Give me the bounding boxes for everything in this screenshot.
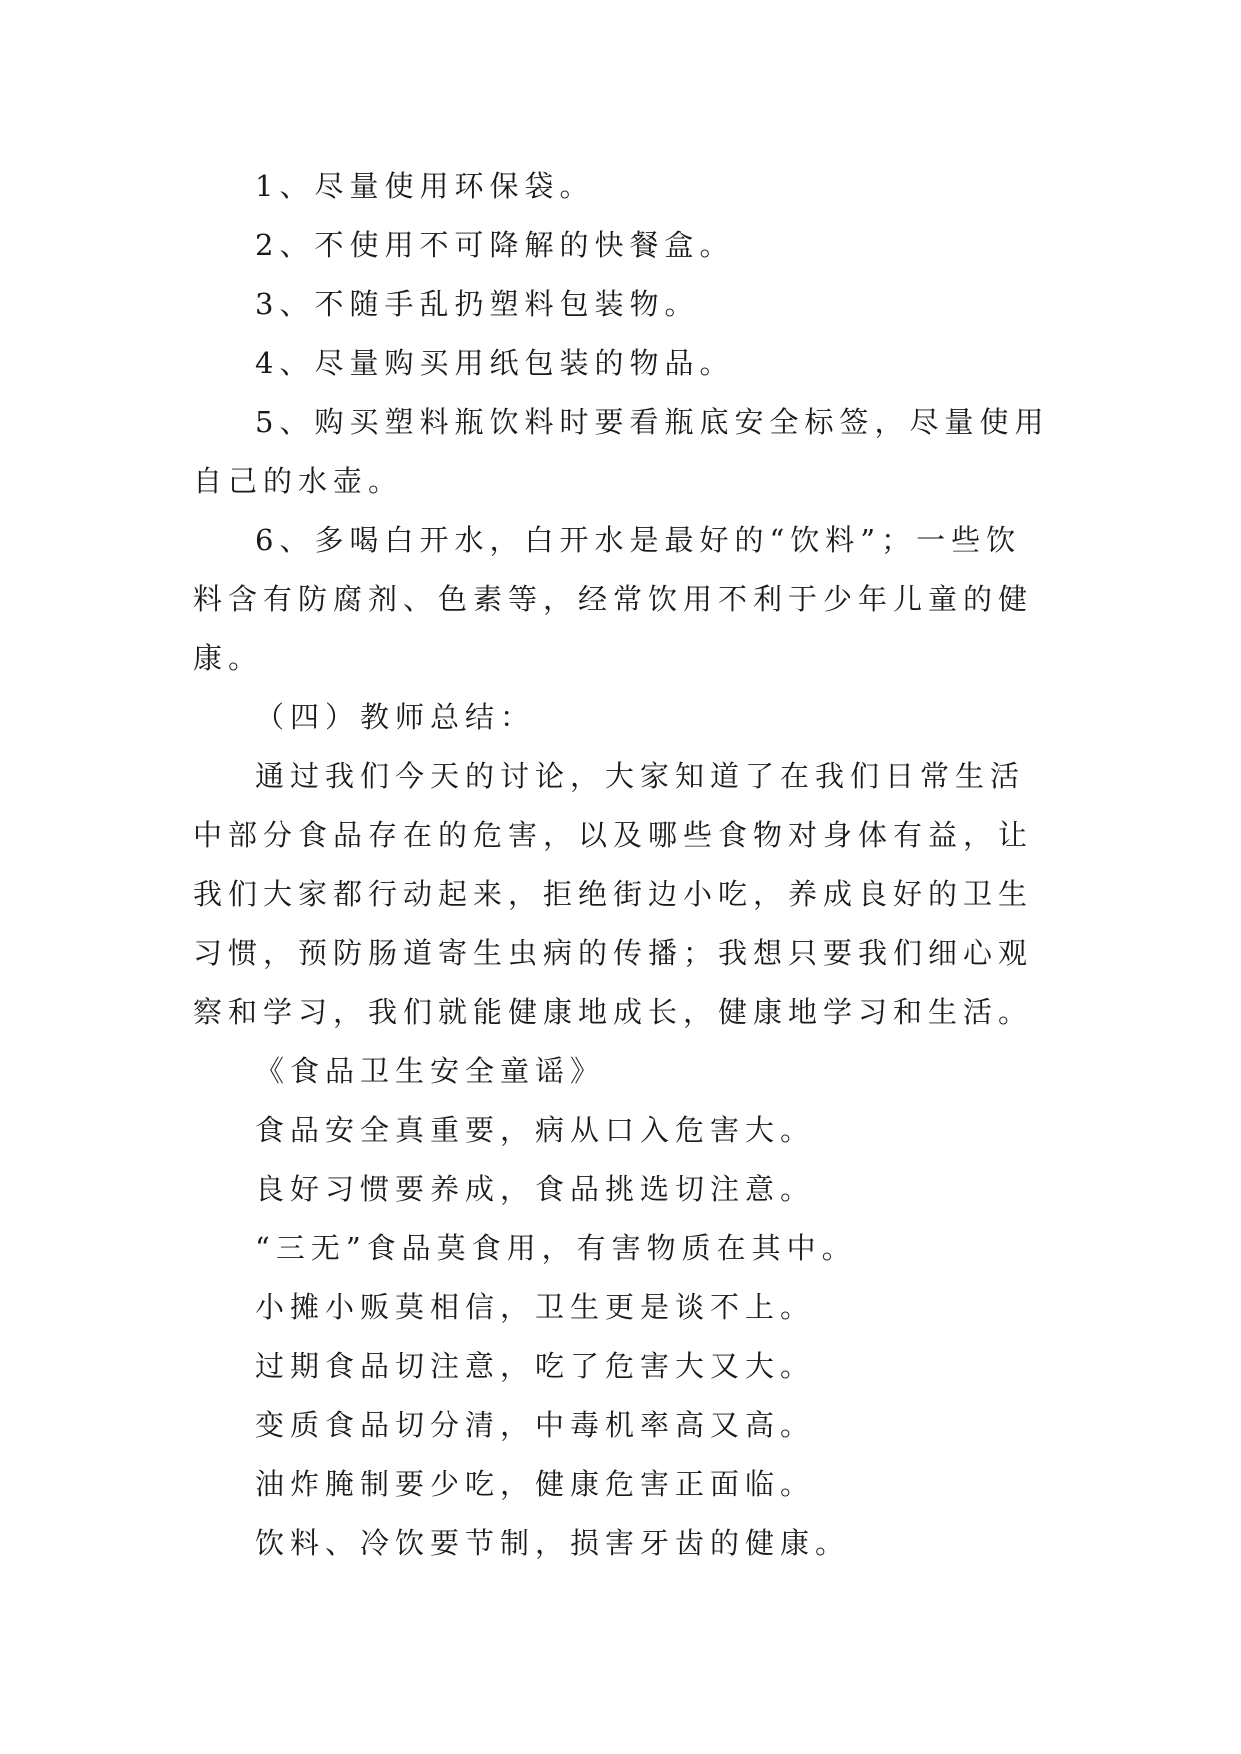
list-item-3: 3、不随手乱扔塑料包装物。: [255, 287, 700, 321]
song-line: 小摊小贩莫相信，卫生更是谈不上。: [255, 1290, 816, 1324]
list-item-6: 6、多喝白开水，白开水是最好的“饮料”；一些饮料含有防腐剂、色素等，经常饮用不利于少年儿童的健康。: [193, 523, 1034, 675]
list-item-4: 4、尽量购买用纸包装的物品。: [255, 346, 735, 380]
song-title: 《食品卫生安全童谣》: [255, 1054, 606, 1088]
song-line: 良好习惯要养成，食品挑选切注意。: [255, 1172, 816, 1206]
list-item-1: 1、尽量使用环保袋。: [255, 169, 595, 203]
song-line: “三无”食品莫食用，有害物质在其中。: [255, 1231, 857, 1265]
list-item-2: 2、不使用不可降解的快餐盒。: [255, 228, 735, 262]
song-line: 油炸腌制要少吃，健康危害正面临。: [255, 1467, 816, 1501]
list-item-5: 5、购买塑料瓶饮料时要看瓶底安全标签，尽量使用自己的水壶。: [193, 405, 1050, 498]
section-heading-teacher-summary: （四）教师总结：: [255, 700, 536, 734]
song-line: 变质食品切分清，中毒机率高又高。: [255, 1408, 816, 1442]
song-line: 食品安全真重要，病从口入危害大。: [255, 1113, 816, 1147]
song-line: 饮料、冷饮要节制，损害牙齿的健康。: [255, 1526, 851, 1560]
song-line: 过期食品切注意，吃了危害大又大。: [255, 1349, 816, 1383]
document-body: [193, 157, 1053, 1573]
summary-paragraph: 通过我们今天的讨论，大家知道了在我们日常生活中部分食品存在的危害，以及哪些食物对身体有益，让我们大家都行动起来，拒绝街边小吃，养成良好的卫生习惯，预防肠道寄生虫病的传播；我想只要我们细心观察和学习，我们就能健康地成长，健康地学习和生活。: [193, 759, 1034, 1029]
